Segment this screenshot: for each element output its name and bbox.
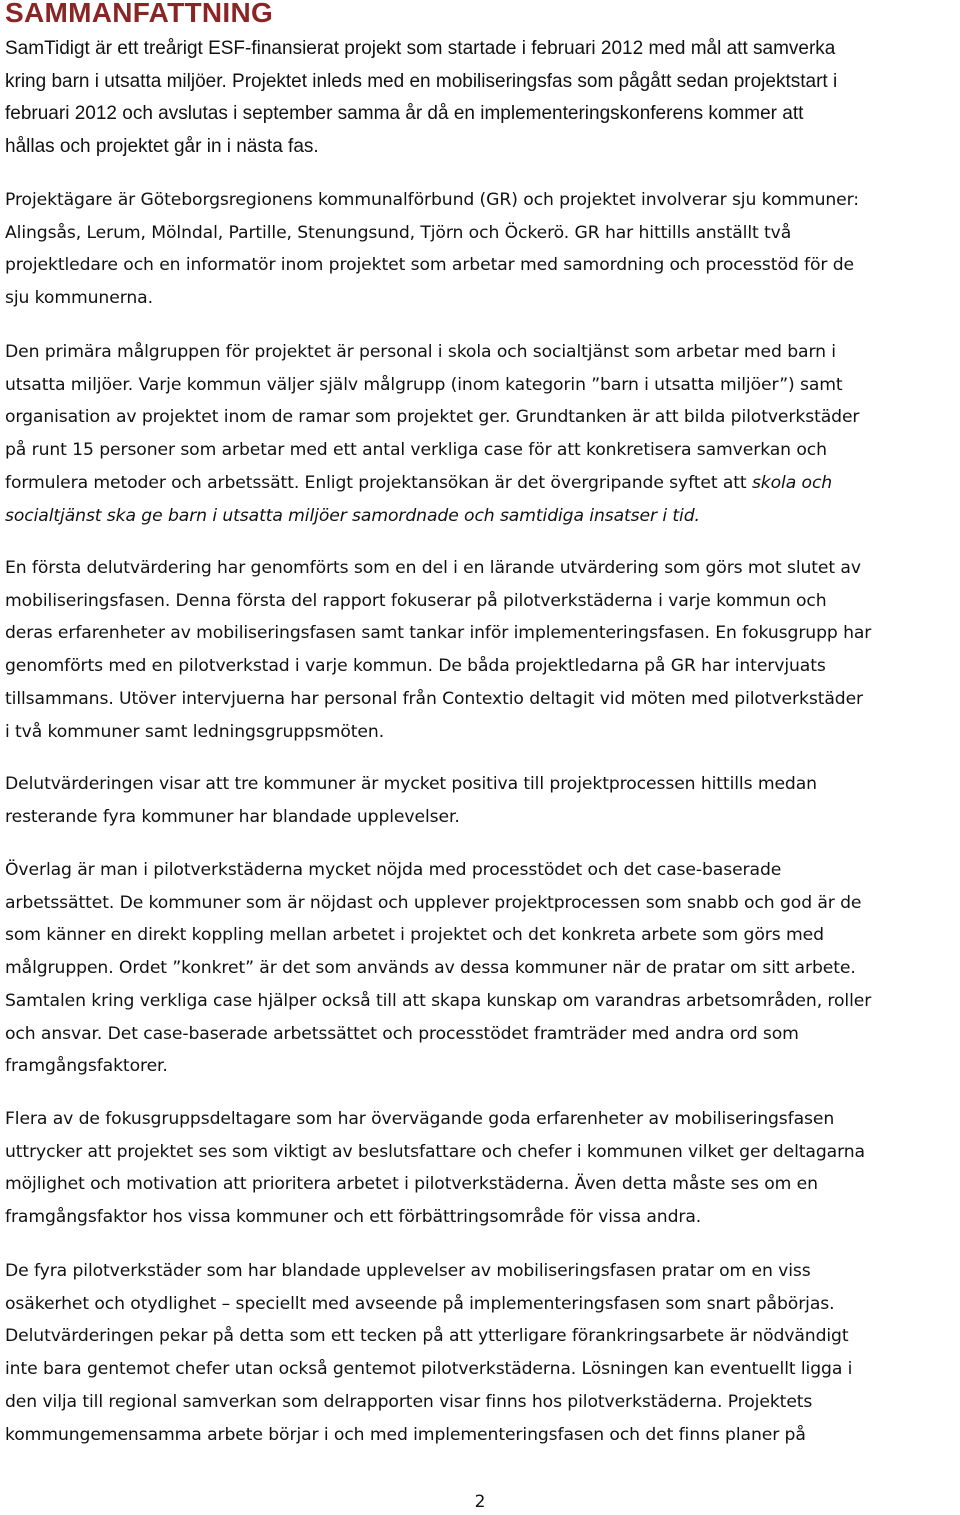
text-line: Den primära målgruppen för projektet är personal i skola och socialtjänst som arbetar med barn i <box>5 342 836 362</box>
text-line: SamTidigt är ett treårigt ESF-finansierat projekt som startade i februari 2012 med mål att samverka <box>5 38 836 59</box>
text-line: målgruppen. Ordet ”konkret” är det som används av dessa kommuner när de pratar om sitt arbete. <box>5 958 856 979</box>
text-line: En första delutvärdering har genomförts som en del i en lärande utvärdering som görs mot slutet av <box>5 558 861 578</box>
text-line: Flera av de fokusgruppsdeltagare som har övervägande goda erfarenheter av mobiliseringsfasen <box>5 1109 835 1129</box>
text-line: Projektägare är Göteborgsregionens kommunalförbund (GR) och projektet involverar sju kommuner: <box>5 190 859 210</box>
text-line: osäkerhet och otydlighet – speciellt med avseende på implementeringsfasen som snart påbörjas. <box>5 1293 835 1314</box>
text-line: inte bara gentemot chefer utan också gentemot pilotverkstäderna. Lösningen kan eventuellt ligga i <box>5 1359 853 1380</box>
paragraph-target-group <box>5 336 957 532</box>
text-line: februari 2012 och avslutas i september samma år då en implementeringskonferens kommer att <box>5 103 804 125</box>
paragraph-focus-groups <box>5 1103 957 1234</box>
text-line: utsatta miljöer. Varje kommun väljer själv målgrupp (inom kategorin ”barn i utsatta miljöer”) samt <box>5 374 843 395</box>
text-line: framgångsfaktorer. <box>5 1056 168 1077</box>
text-line: framgångsfaktor hos vissa kommuner och ett förbättringsområde för vissa andra. <box>5 1207 702 1228</box>
paragraph-evaluation <box>5 552 957 748</box>
text-line: Delutvärderingen pekar på detta som ett tecken på att ytterligare förankringsarbete är nödvändigt <box>5 1326 849 1347</box>
text-line: i två kommuner samt ledningsgruppsmöten. <box>5 721 385 742</box>
paragraph-mixed-experiences <box>5 1255 957 1451</box>
text-line: De fyra pilotverkstäder som har blandade upplevelser av mobiliseringsfasen pratar om en viss <box>5 1261 811 1281</box>
text-line: Överlag är man i pilotverkstäderna mycket nöjda med processtödet och det case-baserade <box>5 860 782 880</box>
text-line: hållas och projektet går in i nästa fas. <box>5 136 319 158</box>
text-line: på runt 15 personer som arbetar med ett antal verkliga case för att konkretisera samverkan och <box>5 440 827 461</box>
text-line: uttrycker att projektet ses som viktigt av beslutsfattare och chefer i kommunen vilket ger deltagarna <box>5 1141 865 1162</box>
text-line: mobiliseringsfasen. Denna första del rapport fokuserar på pilotverkstäderna i varje kommun och <box>5 590 827 611</box>
paragraph-results <box>5 768 957 833</box>
text-line: möjlighet och motivation att prioritera arbetet i pilotverkstäderna. Även detta måste ses om en <box>5 1174 818 1195</box>
text-line: projektledare och en informatör inom projektet som arbetar med samordning och processtöd för de <box>5 255 854 276</box>
text-line: den vilja till regional samverkan som delrapporten visar finns hos pilotverkstäderna. Projektets <box>5 1391 813 1412</box>
text-line: deras erfarenheter av mobiliseringsfasen samt tankar inför implementeringsfasen. En fokusgrupp har <box>5 623 872 644</box>
text-segment: formulera metoder och arbetssätt. Enligt projektansökan är det övergripande syftet att <box>5 472 752 493</box>
text-line: Alingsås, Lerum, Mölndal, Partille, Stenungsund, Tjörn och Öckerö. GR har hittills anställt två <box>5 222 792 243</box>
paragraph-intro <box>5 33 957 164</box>
text-line: tillsammans. Utöver intervjuerna har personal från Contextio deltagit vid möten med pilotverkstäder <box>5 688 864 709</box>
text-line: organisation av projektet inom de ramar som projektet ger. Grundtanken är att bilda pilotverkstäder <box>5 407 860 428</box>
text-line: kring barn i utsatta miljöer. Projektet inleds med en mobiliseringsfas som pågått sedan projektstart i <box>5 70 838 92</box>
text-line: Delutvärderingen visar att tre kommuner är mycket positiva till projektprocessen hittills medan <box>5 774 817 794</box>
page-number: 2 <box>474 1492 486 1512</box>
paragraph-satisfaction <box>5 854 957 1083</box>
paragraph-project-owner <box>5 184 957 315</box>
italic-emphasis: socialtjänst ska ge barn i utsatta miljöer samordnade och samtidiga insatser i tid. <box>5 505 700 526</box>
text-line: resterande fyra kommuner har blandade upplevelser. <box>5 806 460 827</box>
text-line <box>5 500 957 533</box>
text-line: Samtalen kring verkliga case hjälper också till att skapa kunskap om varandras arbetsområden, roller <box>5 990 872 1011</box>
text-line: som känner en direkt koppling mellan arbetet i projektet och det konkreta arbete som görs med <box>5 925 824 946</box>
italic-emphasis: skola och <box>751 472 833 493</box>
text-line: arbetssättet. De kommuner som är nöjdast och upplever projektprocessen som snabb och god är de <box>5 892 862 913</box>
text-line: och ansvar. Det case-baserade arbetssättet och processtödet framträder med andra ord som <box>5 1023 799 1044</box>
text-line: sju kommunerna. <box>5 288 153 309</box>
text-line <box>5 467 957 500</box>
text-line: kommungemensamma arbete börjar i och med implementeringsfasen och det finns planer på <box>5 1424 806 1445</box>
section-heading: SAMMANFATTNING <box>5 0 274 28</box>
text-line: genomförts med en pilotverkstad i varje kommun. De båda projektledarna på GR har intervjuats <box>5 656 826 677</box>
